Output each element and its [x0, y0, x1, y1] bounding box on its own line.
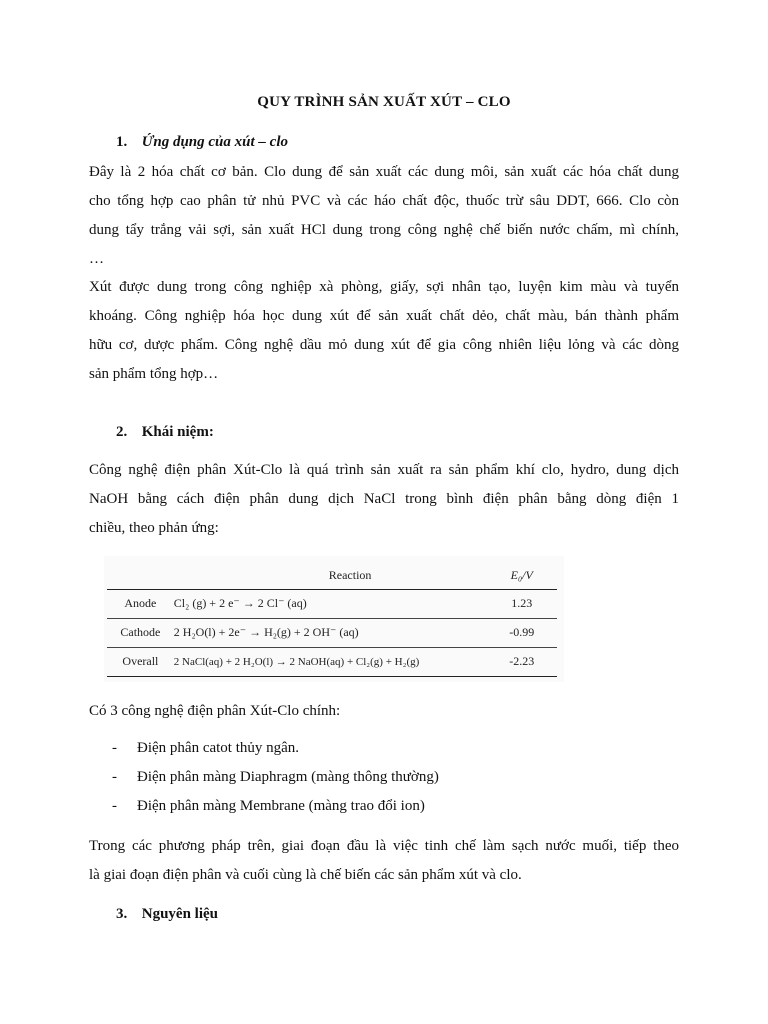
paragraph-line: Xút được dung trong công nghiệp xà phòng, giấy, sợi nhân tạo, luyện kim màu và tuyển: [89, 279, 679, 295]
paragraph-line: sản phẩm tổng hợp…: [89, 366, 219, 382]
list-item-text: Điện phân catot thủy ngân.: [137, 740, 300, 756]
row-reaction-overall: 2 NaCl(aq) + 2 H₂O(l) → 2 NaOH(aq) + Cl₂(g) + H₂(g): [174, 648, 487, 677]
section-1-paragraph-2: [89, 273, 679, 389]
row-e0-overall: -2.23: [486, 648, 557, 677]
section-1-paragraph-1: [89, 158, 679, 274]
row-reaction-cathode: 2 H₂O(l) + 2e⁻ → H₂(g) + 2 OH⁻ (aq): [174, 619, 487, 648]
header-e0: E₀/V: [486, 566, 557, 590]
document-title: QUY TRÌNH SẢN XUẤT XÚT – CLO: [257, 94, 511, 110]
paragraph-line: NaOH bằng cách điện phân dung dịch NaCl trong bình điện phân bằng dòng điện 1: [89, 491, 679, 507]
section-2-closing-paragraph: [89, 832, 679, 890]
row-e0-anode: 1.23: [486, 590, 557, 619]
row-label-anode: Anode: [107, 590, 174, 619]
paragraph-line: …: [89, 251, 104, 267]
reaction-table: [107, 566, 557, 677]
bullet-dash: -: [112, 769, 117, 785]
paragraph-line: dung tẩy trắng vải sợi, sản xuất HCl dung trong công nghệ chế biến nước chấm, mì chính,: [89, 222, 679, 238]
section-2-paragraph: [89, 456, 679, 543]
table-row: [107, 590, 557, 619]
section-1-title: Ứng dụng của xút – clo: [141, 134, 288, 150]
header-empty: [107, 566, 174, 590]
paragraph-line: là giai đoạn điện phân và cuối cùng là chế biến các sản phẩm xút và clo.: [89, 867, 522, 883]
section-3-number: 3.: [116, 906, 128, 922]
section-1-number: 1.: [116, 134, 128, 150]
paragraph-line: hữu cơ, dược phẩm. Công nghệ dầu mỏ dung xút để gia công nhiên liệu lỏng và các dòng: [89, 337, 679, 353]
section-3-heading: [116, 906, 218, 923]
paragraph-line: chiều, theo phản ứng:: [89, 520, 219, 536]
list-item-text: Điện phân màng Diaphragm (màng thông thường): [137, 769, 439, 785]
table-row: [107, 648, 557, 677]
reaction-table-image: [104, 556, 564, 682]
row-reaction-anode: Cl₂ (g) + 2 e⁻ → 2 Cl⁻ (aq): [174, 590, 487, 619]
bullet-dash: -: [112, 740, 117, 756]
row-e0-cathode: -0.99: [486, 619, 557, 648]
table-row: [107, 619, 557, 648]
row-label-overall: Overall: [107, 648, 174, 677]
section-2-number: 2.: [116, 424, 128, 440]
paragraph-line: Công nghệ điện phân Xút-Clo là quá trình sản xuất ra sản phẩm khí clo, hydro, dung dịch: [89, 462, 679, 478]
paragraph-line: khoáng. Công nghiệp hóa học dung xút để sản xuất chất dẻo, chất màu, bán thành phẩm: [89, 308, 679, 324]
section-1-heading: [116, 134, 288, 151]
bullet-dash: -: [112, 798, 117, 814]
paragraph-line: Có 3 công nghệ điện phân Xút-Clo chính:: [89, 703, 341, 719]
methods-intro: [89, 697, 679, 726]
paragraph-line: Trong các phương pháp trên, giai đoạn đầu là việc tinh chế làm sạch nước muối, tiếp theo: [89, 838, 679, 854]
reaction-table-header: [107, 566, 557, 590]
header-reaction: Reaction: [174, 566, 487, 590]
paragraph-line: Đây là 2 hóa chất cơ bản. Clo dung để sản xuất các dung môi, sản xuất các hóa chất dung: [89, 164, 679, 180]
section-2-title: Khái niệm:: [141, 424, 214, 440]
paragraph-line: cho tổng hợp cao phân tử nhủ PVC và các háo chất độc, thuốc trừ sâu DDT, 666. Clo còn: [89, 193, 679, 209]
section-2-heading: [116, 424, 214, 441]
list-item-text: Điện phân màng Membrane (màng trao đổi ion): [137, 798, 425, 814]
row-label-cathode: Cathode: [107, 619, 174, 648]
section-3-title: Nguyên liệu: [141, 906, 219, 922]
